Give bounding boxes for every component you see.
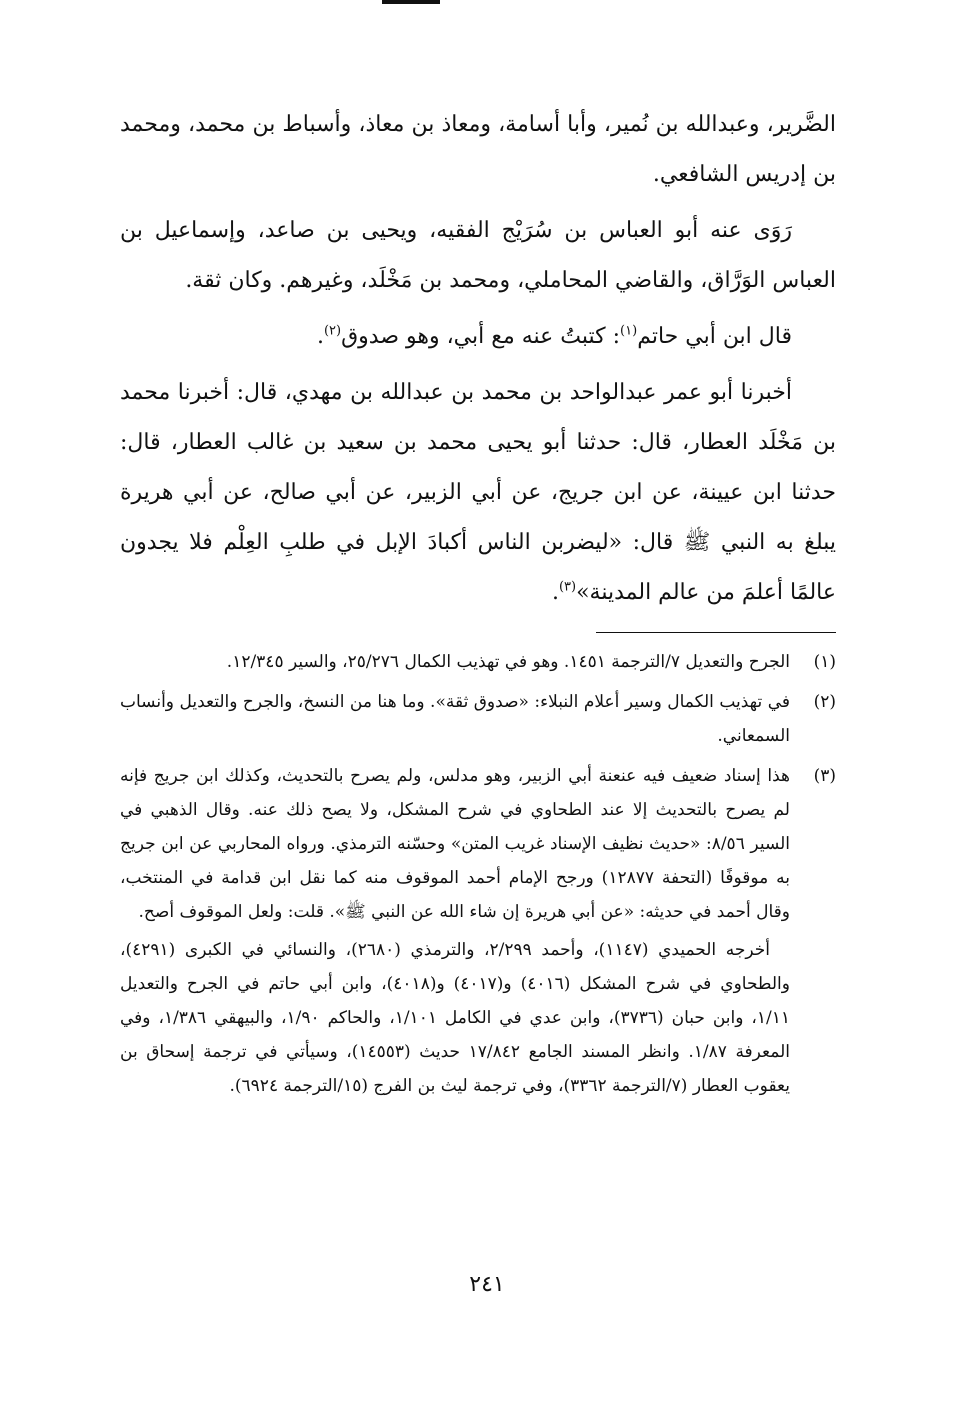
footnote-body <box>120 645 790 679</box>
paragraph-4-end: . <box>551 580 559 605</box>
page-content <box>120 100 836 1109</box>
footnote-text: هذا إسناد ضعيف فيه عنعنة أبي الزبير، وهو مدلس، ولم يصرح بالتحديث، وكذلك ابن جريج فإنه لم يصرح بالتحديث إلا عند الطحاوي في شرح المشكل، ولا يصح ذلك عنه. وقال الذهبي في السير ٨/٥٦: «حديث نظيف الإسناد غريب المتن» وحسّنه الترمذي. ورواه المحاربي عن ابن جريج به موقوفًا (التحفة ١٢٨٧٧) ورجح الإمام أحمد الموقوف منه كما نقل ابن قدامة في المنتخب، وقال أحمد في حديثه: «عن أبي هريرة إن شاء الله عن النبي ﷺ». قلت: ولعل الموقوف أصح. <box>120 766 791 922</box>
footnote-number: (٢) <box>813 692 836 712</box>
footnote-body <box>120 759 790 1103</box>
footnote-body <box>120 685 790 753</box>
paragraph-3-text-2: : كتبتُ عنه مع أبي، وهو صدوق <box>341 324 621 349</box>
paragraph-4 <box>120 368 836 618</box>
footnote-text: في تهذيب الكمال وسير أعلام النبلاء: «صدوق ثقة». وما هنا من النسخ، والجرح والتعديل وأنساب السمعاني. <box>120 692 790 746</box>
footnote-text-continued: أخرجه الحميدي (١١٤٧)، وأحمد ٢/٢٩٩، والترمذي (٢٦٨٠)، والنسائي في الكبرى (٤٢٩١)، والطحاوي في شرح المشكل (٤٠١٦) و(٤٠١٧) و(٤٠١٨)، وابن أبي حاتم في الجرح والتعديل ١/١١، وابن حبان (٣٧٣٦)، وابن عدي في الكامل ١/١٠١، والحاكم ١/٩٠، والبيهقي ١/٣٨٦، وفي المعرفة ١/٨٧. وانظر المسند الجامع ١٧/٨٤٢ حديث (١٤٥٥٣)، وسيأتي في ترجمة إسحاق بن يعقوب العطار (٧/الترجمة ٣٣٦٢)، وفي ترجمة ليث بن الفرج (١٥/الترجمة ٦٩٢٤). <box>120 940 790 1096</box>
main-text <box>120 100 836 618</box>
paragraph-1: الضَّرير، وعبدالله بن نُمير، وأبا أسامة، ومعاذ بن معاذ، وأسباط بن محمد، ومحمد بن إدريس الشافعي. <box>120 112 836 187</box>
footnote-ref-1: (١) <box>620 323 638 339</box>
top-rule <box>382 0 440 4</box>
paragraph-2: رَوَى عنه أبو العباس بن سُرَيْج الفقيه، ويحيى بن صاعد، وإسماعيل بن العباس الوَرَّاق، والقاضي المحاملي، ومحمد بن مَخْلَد، وغيرهم. وكان ثقة. <box>120 218 836 293</box>
paragraph-3-end: . <box>316 324 324 349</box>
footnote-separator <box>596 632 836 633</box>
paragraph-3 <box>120 312 836 362</box>
footnote-ref-3: (٣) <box>558 579 577 595</box>
page-number: ٢٤١ <box>469 1272 505 1297</box>
footnote-3 <box>120 759 836 1103</box>
paragraph-3-text: قال ابن أبي حاتم <box>637 324 792 349</box>
footnote-1 <box>120 645 836 679</box>
footnote-number: (١) <box>813 652 836 672</box>
footnote-number: (٣) <box>813 766 836 786</box>
paragraph-4-text: أخبرنا أبو عمر عبدالواحد بن محمد بن عبدالله بن مهدي، قال: أخبرنا محمد بن مَخْلَد العطار، قال: حدثنا أبو يحيى محمد بن سعيد بن غالب العطار، قال: حدثنا ابن عيينة، عن ابن جريج، عن أبي الزبير، عن أبي صالح، عن أبي هريرة يبلغ به النبي ﷺ قال: «ليضربن الناس أكبادَ الإبل في طلبِ العِلْم فلا يجدون عالمًا أعلمَ من عالم المدينة» <box>120 380 836 605</box>
footnote-ref-2: (٢) <box>323 323 342 339</box>
footnote-text: الجرح والتعديل ٧/الترجمة ١٤٥١. وهو في تهذيب الكمال ٢٥/٢٧٦، والسير ١٢/٣٤٥. <box>226 652 790 672</box>
footnotes <box>120 645 836 1103</box>
footnote-2 <box>120 685 836 753</box>
